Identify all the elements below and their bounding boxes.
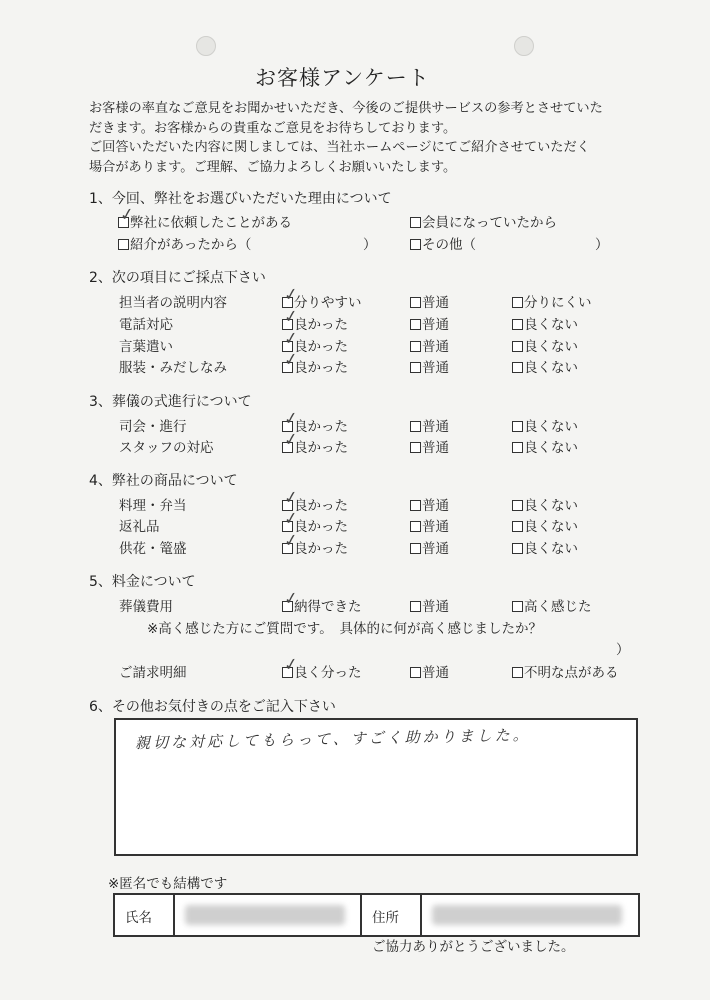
checkbox[interactable] <box>512 421 523 432</box>
checkbox[interactable] <box>512 341 523 352</box>
option-label: 良かった <box>294 519 348 535</box>
rating-option[interactable] <box>410 436 449 456</box>
checkbox[interactable] <box>410 543 421 554</box>
row-label: 料理・弁当 <box>119 498 187 514</box>
option-label: 普通 <box>422 541 449 557</box>
rating-option[interactable] <box>512 661 619 681</box>
option-label: その他（ <box>422 237 476 253</box>
checkbox[interactable] <box>118 239 129 250</box>
checkbox[interactable] <box>512 521 523 532</box>
name-label-cell <box>115 895 175 935</box>
row-label: スタッフの対応 <box>119 440 214 456</box>
checkbox[interactable] <box>410 341 421 352</box>
checkbox-checked[interactable] <box>282 601 293 612</box>
checkbox-checked[interactable] <box>282 442 293 453</box>
q6-heading: 6、その他お気付きの点をご記入下さい <box>89 699 336 715</box>
handwritten-comment: 親切な対応してもらって、すごく助かりました。 <box>134 725 531 753</box>
row-label: 服装・みだしなみ <box>119 360 227 376</box>
option-label: 紹介があったから（ <box>130 237 252 253</box>
q2-heading: 2、次の項目にご採点下さい <box>89 270 266 286</box>
rating-option[interactable] <box>512 494 578 514</box>
rating-option[interactable] <box>512 537 578 557</box>
checkbox[interactable] <box>410 217 421 228</box>
rating-option[interactable] <box>512 335 578 355</box>
rating-option[interactable] <box>410 537 449 557</box>
checkbox[interactable] <box>512 297 523 308</box>
checkbox-checked[interactable] <box>118 217 129 228</box>
option-label: 良くない <box>524 498 578 514</box>
option-label: 良かった <box>294 541 348 557</box>
option-label: 良くない <box>524 440 578 456</box>
intro-line: 場合があります。ご理解、ご協力よろしくお願いいたします。 <box>89 159 457 175</box>
rating-option[interactable] <box>410 356 449 376</box>
option-label: 良くない <box>524 339 578 355</box>
row-label: 司会・進行 <box>119 419 187 435</box>
rating-option[interactable] <box>410 291 449 311</box>
q5-note: ※高く感じた方にご質問です。 具体的に何が高く感じましたか？ <box>147 621 542 637</box>
row-label: ご請求明細 <box>119 665 187 681</box>
checkbox[interactable] <box>512 362 523 373</box>
rating-option[interactable] <box>512 313 578 333</box>
option-label: 不明な点がある <box>524 665 619 681</box>
rating-option[interactable] <box>512 595 592 615</box>
option-label: 良かった <box>294 317 348 333</box>
paren-close: ） <box>595 237 609 253</box>
q3-heading: 3、葬儀の式進行について <box>89 394 252 410</box>
option-label: 良かった <box>294 498 348 514</box>
option-label: 普通 <box>422 360 449 376</box>
option-label: 弊社に依頼したことがある <box>130 215 292 231</box>
option-label: 良くない <box>524 519 578 535</box>
rating-option[interactable] <box>410 313 449 333</box>
checkbox[interactable] <box>512 500 523 511</box>
row-label: 言葉遣い <box>119 339 173 355</box>
row-label: 供花・篭盛 <box>119 541 187 557</box>
name-label: 氏名 <box>125 910 152 926</box>
option-label: 会員になっていたから <box>422 215 557 231</box>
checkbox[interactable] <box>410 667 421 678</box>
option-label: 普通 <box>422 519 449 535</box>
rating-option[interactable] <box>282 595 362 615</box>
rating-option[interactable] <box>410 661 449 681</box>
name-field[interactable] <box>175 895 362 935</box>
anonymous-note: ※匿名でも結構です <box>108 876 228 892</box>
option-label: 分りやすい <box>294 295 362 311</box>
intro-line: お客様の率直なご意見をお聞かせいただき、今後のご提供サービスの参考とさせていた <box>89 101 603 116</box>
checkbox-checked[interactable] <box>282 362 293 373</box>
rating-option[interactable] <box>512 356 578 376</box>
option-label: 普通 <box>422 339 449 355</box>
rating-option[interactable] <box>512 415 578 435</box>
q1-option[interactable] <box>410 233 476 253</box>
rating-option[interactable] <box>282 537 348 557</box>
intro-line: ご回答いただいた内容に関しましては、当社ホームページにてご紹介させていただく <box>89 140 590 155</box>
q1-heading: 1、今回、弊社をお選びいただいた理由について <box>89 191 392 207</box>
option-label: 普通 <box>422 419 449 435</box>
intro-paragraph <box>89 99 603 177</box>
address-label-cell <box>362 895 422 935</box>
row-label: 返礼品 <box>119 519 160 535</box>
option-label: 良かった <box>294 419 348 435</box>
row-label: 電話対応 <box>119 317 173 333</box>
checkbox[interactable] <box>410 521 421 532</box>
checkbox[interactable] <box>512 319 523 330</box>
address-label: 住所 <box>372 910 399 926</box>
q1-option[interactable] <box>410 211 557 231</box>
q4-heading: 4、弊社の商品について <box>89 473 238 489</box>
q1-option[interactable] <box>118 211 292 231</box>
page-title: お客様アンケート <box>255 66 430 90</box>
rating-option[interactable] <box>512 515 578 535</box>
option-label: 普通 <box>422 665 449 681</box>
option-label: 納得できた <box>294 599 362 615</box>
option-label: 普通 <box>422 498 449 514</box>
option-label: 良くない <box>524 360 578 376</box>
punch-hole-left <box>196 36 216 56</box>
checkbox[interactable] <box>410 421 421 432</box>
option-label: 良くない <box>524 317 578 333</box>
option-label: 普通 <box>422 440 449 456</box>
checkbox[interactable] <box>410 362 421 373</box>
rating-option[interactable] <box>282 356 348 376</box>
option-label: 良く分った <box>294 665 362 681</box>
checkbox[interactable] <box>410 239 421 250</box>
paren-close: ） <box>616 642 630 658</box>
checkbox[interactable] <box>410 297 421 308</box>
option-label: 高く感じた <box>524 599 592 615</box>
rating-option[interactable] <box>512 291 592 311</box>
rating-option[interactable] <box>512 436 578 456</box>
checkbox[interactable] <box>512 543 523 554</box>
option-label: 良かった <box>294 360 348 376</box>
checkbox[interactable] <box>512 667 523 678</box>
intro-line: だきます。お客様からの貴重なご意見をお待ちしております。 <box>89 120 457 136</box>
option-label: 良かった <box>294 440 348 456</box>
option-label: 分りにくい <box>524 295 592 311</box>
rating-option[interactable] <box>410 494 449 514</box>
q5-heading: 5、料金について <box>89 574 196 590</box>
rating-option[interactable] <box>282 436 348 456</box>
checkbox[interactable] <box>410 500 421 511</box>
contact-table <box>113 893 640 937</box>
row-label: 葬儀費用 <box>119 599 173 615</box>
rating-option[interactable] <box>410 595 449 615</box>
option-label: 普通 <box>422 295 449 311</box>
rating-option[interactable] <box>410 415 449 435</box>
checkbox-checked[interactable] <box>282 543 293 554</box>
checkbox[interactable] <box>512 601 523 612</box>
rating-option[interactable] <box>282 661 362 681</box>
option-label: 良くない <box>524 419 578 435</box>
address-field[interactable] <box>422 895 634 935</box>
rating-option[interactable] <box>410 515 449 535</box>
option-label: 普通 <box>422 599 449 615</box>
rating-option[interactable] <box>410 335 449 355</box>
paren-close: ） <box>363 237 377 253</box>
checkbox-checked[interactable] <box>282 667 293 678</box>
punch-hole-right <box>514 36 534 56</box>
redacted-address <box>432 905 622 925</box>
checkbox[interactable] <box>410 319 421 330</box>
option-label: 良かった <box>294 339 348 355</box>
checkbox[interactable] <box>410 601 421 612</box>
option-label: 良くない <box>524 541 578 557</box>
q1-option[interactable] <box>118 233 251 253</box>
checkbox[interactable] <box>410 442 421 453</box>
row-label: 担当者の説明内容 <box>119 295 227 311</box>
redacted-name <box>185 905 345 925</box>
thanks-text: ご協力ありがとうございました。 <box>372 939 575 955</box>
checkbox[interactable] <box>512 442 523 453</box>
option-label: 普通 <box>422 317 449 333</box>
